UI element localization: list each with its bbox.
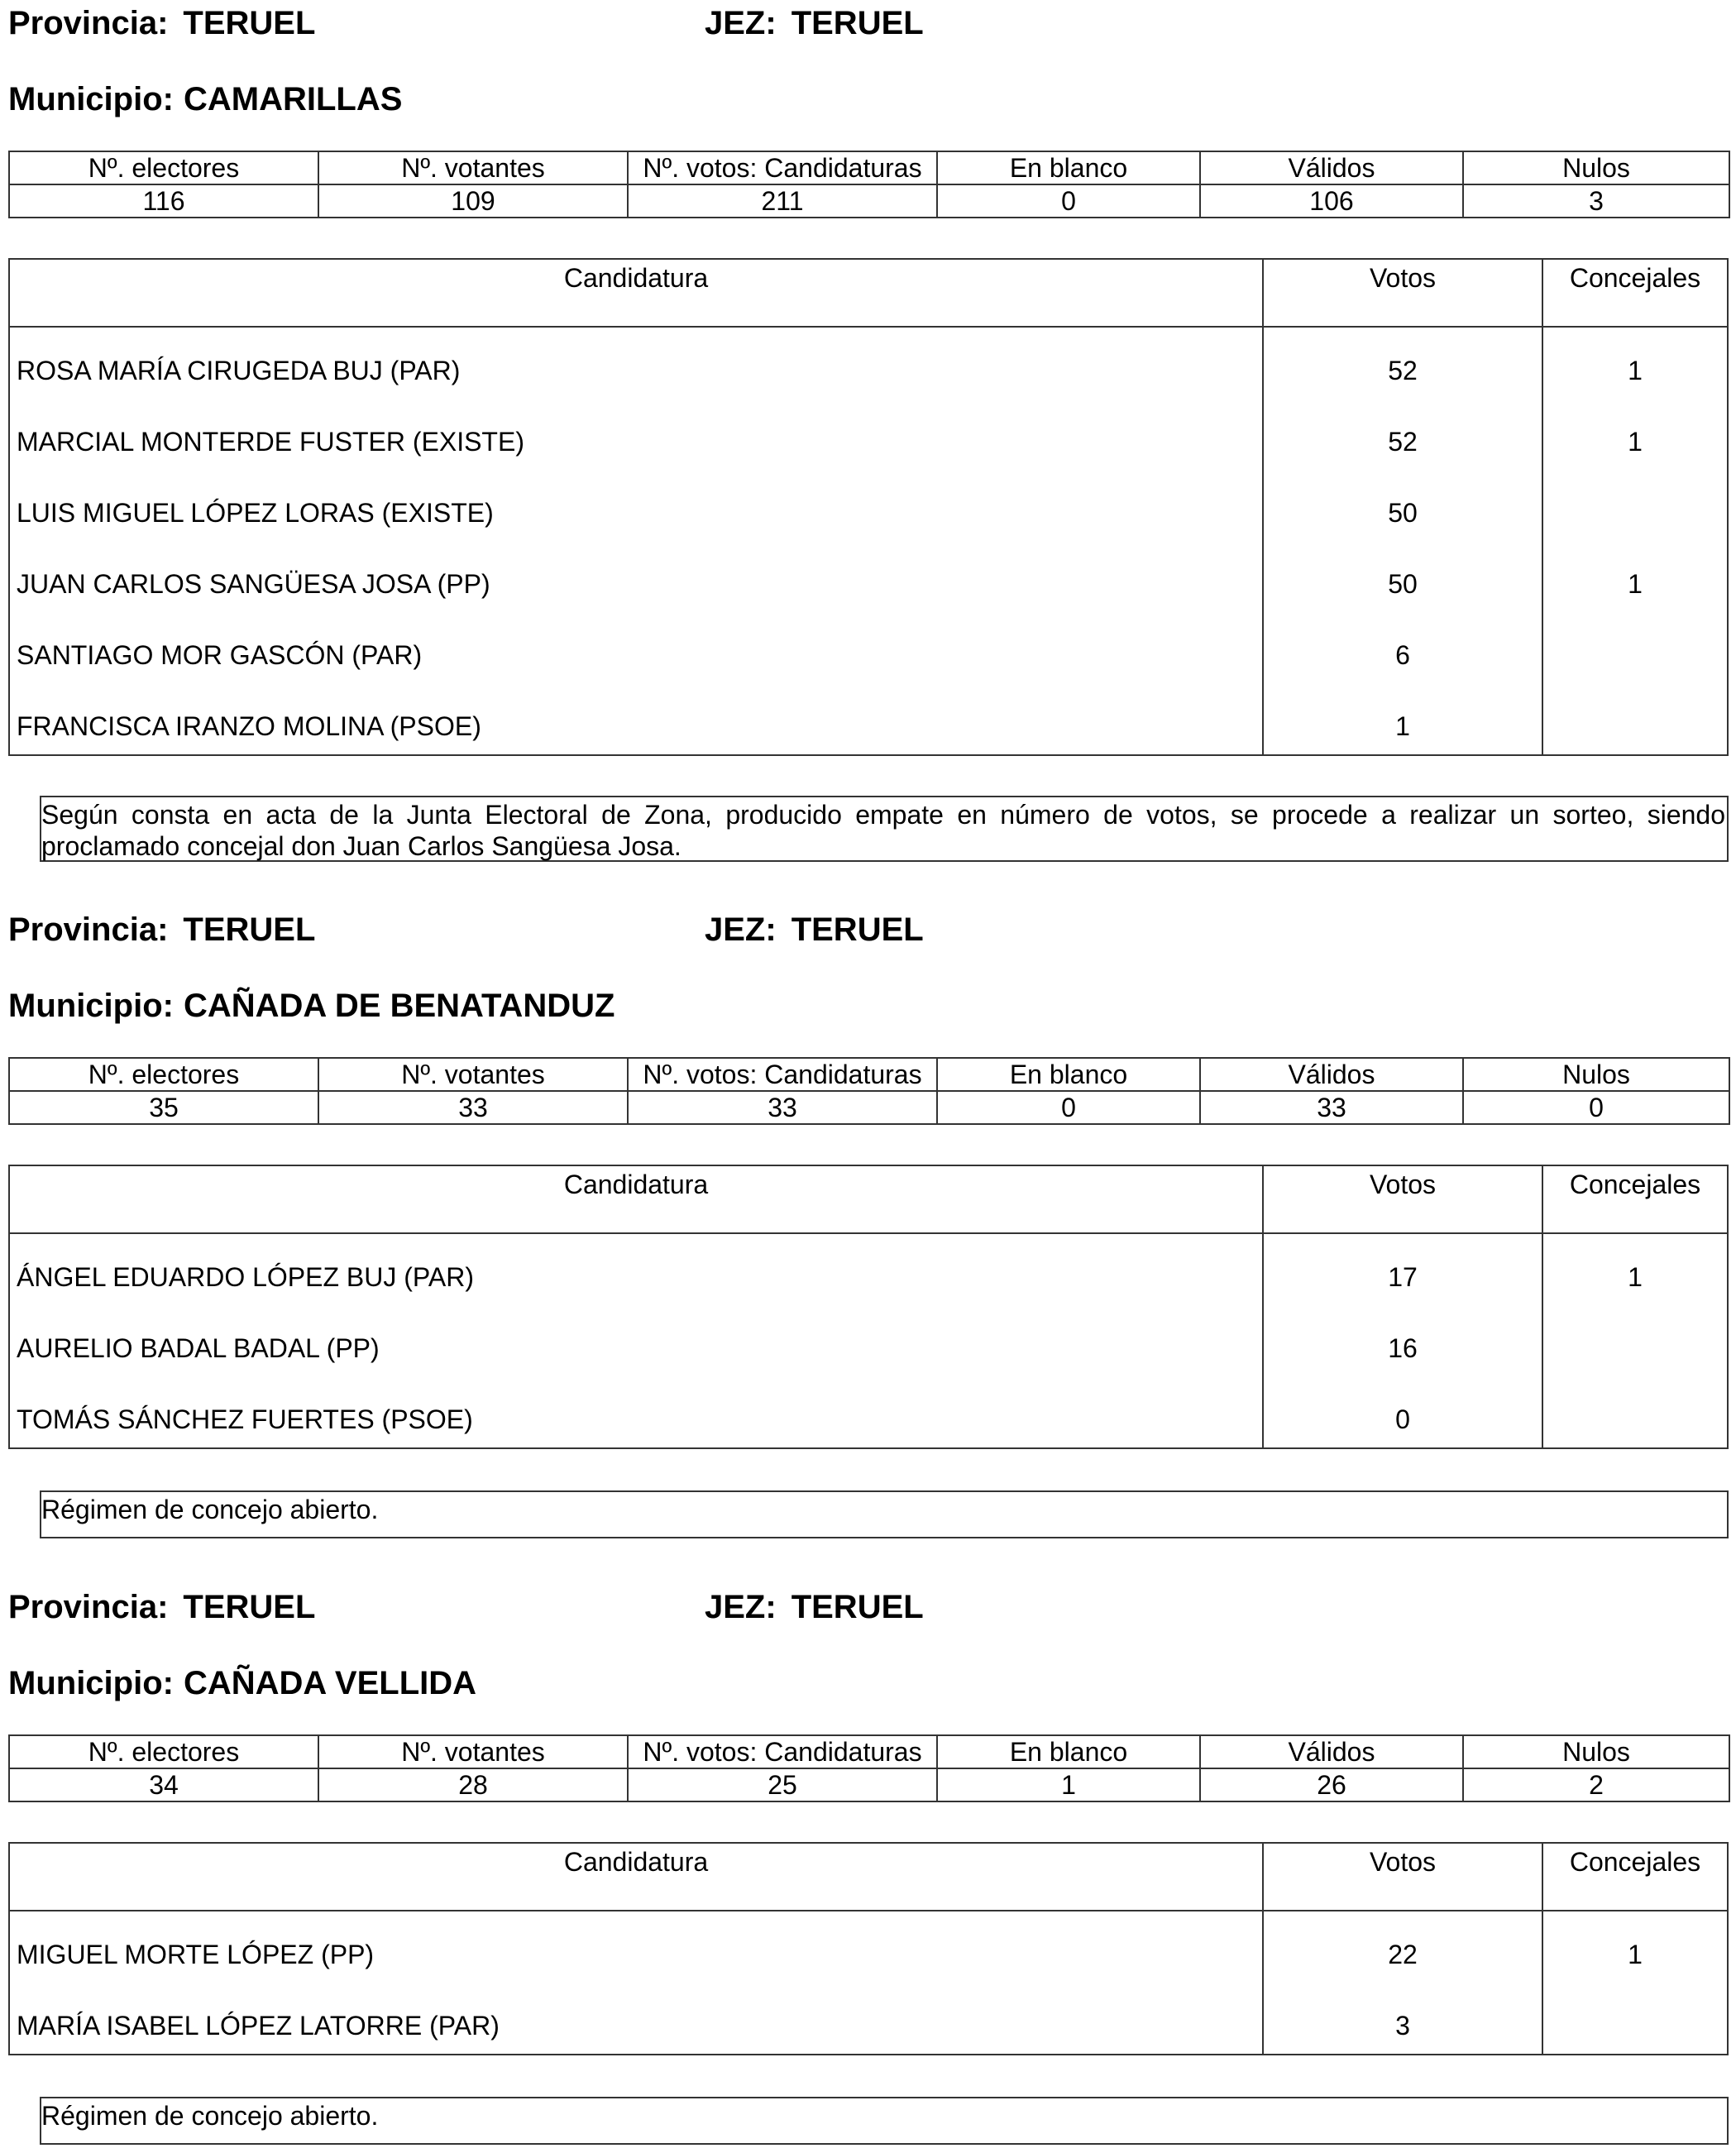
municipio-value: CAÑADA VELLIDA [183,1665,477,1701]
summary-value-cell: 0 [1463,1091,1729,1124]
candidate-row [10,328,1727,399]
provincia-value: TERUEL [183,911,316,948]
summary-table [8,1057,1730,1125]
candidates-table [8,258,1729,756]
candidate-votes: 22 [1262,1911,1542,1983]
candidate-votes: 1 [1262,683,1542,754]
candidate-name: MARÍA ISABEL LÓPEZ LATORRE (PAR) [17,2011,500,2041]
candidate-concejales [1542,1376,1727,1447]
summary-value-cell: 33 [628,1091,937,1124]
candidate-row [10,1911,1727,1983]
candidate-concejales [1542,470,1727,541]
summary-header-row [9,1735,1729,1768]
candidate-votes: 3 [1262,1983,1542,2054]
candidate-votes: 6 [1262,612,1542,683]
jez-value: TERUEL [791,911,924,948]
summary-header-cell: Nulos [1463,151,1729,184]
candidate-row [10,1983,1727,2054]
concejales-header: Concejales [1542,260,1727,326]
candidate-name: AURELIO BADAL BADAL (PP) [17,1333,380,1363]
candidate-votes: 50 [1262,541,1542,612]
summary-value-cell: 26 [1200,1768,1463,1801]
candidate-row [10,1234,1727,1305]
jez-value: TERUEL [791,1589,924,1625]
candidate-name: ROSA MARÍA CIRUGEDA BUJ (PAR) [17,356,461,385]
candidate-concejales: 1 [1542,399,1727,470]
candidate-concejales: 1 [1542,328,1727,399]
summary-header-cell: Válidos [1200,151,1463,184]
summary-value-cell: 25 [628,1768,937,1801]
summary-header-cell: Nº. votantes [318,1058,628,1091]
summary-header-cell: En blanco [937,1058,1200,1091]
summary-header-cell: Nº. electores [9,151,318,184]
summary-value-cell: 33 [1200,1091,1463,1124]
provincia-label: Provincia: [8,5,169,41]
summary-value-cell: 34 [9,1768,318,1801]
summary-header-cell: Válidos [1200,1735,1463,1768]
candidatura-header: Candidatura [563,263,709,293]
candidate-name: ÁNGEL EDUARDO LÓPEZ BUJ (PAR) [17,1262,474,1292]
candidate-row [10,612,1727,683]
summary-header-cell: Nº. votantes [318,1735,628,1768]
summary-header-cell: Nº. electores [9,1058,318,1091]
municipio-heading [8,79,402,119]
provincia-label: Provincia: [8,1589,169,1625]
candidate-row [10,470,1727,541]
provincia-value: TERUEL [183,5,316,41]
candidate-votes: 50 [1262,470,1542,541]
candidate-row [10,541,1727,612]
jez-label: JEZ: [705,5,777,41]
jez-heading [705,1587,924,1627]
jez-heading [705,910,924,950]
candidate-name: FRANCISCA IRANZO MOLINA (PSOE) [17,711,481,741]
summary-header-row [9,1058,1729,1091]
summary-value-cell: 33 [318,1091,628,1124]
summary-value-cell: 3 [1463,184,1729,218]
summary-header-cell: Nº. votantes [318,151,628,184]
candidates-table [8,1842,1729,2055]
votos-header: Votos [1262,260,1542,326]
candidate-name: TOMÁS SÁNCHEZ FUERTES (PSOE) [17,1404,473,1434]
summary-value-cell: 0 [937,184,1200,218]
candidate-votes: 52 [1262,328,1542,399]
summary-table [8,151,1730,218]
summary-header-cell: Nº. votos: Candidaturas [628,151,937,184]
concejales-header: Concejales [1542,1844,1727,1910]
candidate-concejales [1542,1983,1727,2054]
candidates-header-row [10,1166,1727,1234]
provincia-heading [8,1587,315,1627]
summary-value-cell: 109 [318,184,628,218]
candidate-votes: 16 [1262,1305,1542,1376]
concejales-header: Concejales [1542,1166,1727,1232]
note-box: Según consta en acta de la Junta Electoral de Zona, producido empate en número de votos, se procede a realizar un sorteo, siendo proclamado concejal don Juan Carlos Sangüesa Josa. [40,796,1729,862]
candidate-concejales: 1 [1542,541,1727,612]
summary-value-row [9,1768,1729,1801]
candidate-row [10,399,1727,470]
municipio-label: Municipio: [8,1665,174,1701]
candidate-concejales [1542,683,1727,754]
jez-heading [705,3,924,43]
candidate-votes: 0 [1262,1376,1542,1447]
candidate-name: JUAN CARLOS SANGÜESA JOSA (PP) [17,569,490,599]
candidate-row [10,1305,1727,1376]
summary-value-cell: 28 [318,1768,628,1801]
candidates-table [8,1165,1729,1449]
summary-value-cell: 1 [937,1768,1200,1801]
summary-header-cell: Nº. votos: Candidaturas [628,1735,937,1768]
summary-header-row [9,151,1729,184]
summary-value-row [9,184,1729,218]
provincia-value: TERUEL [183,1589,316,1625]
candidate-name: MIGUEL MORTE LÓPEZ (PP) [17,1940,375,1969]
summary-value-cell: 211 [628,184,937,218]
summary-value-cell: 116 [9,184,318,218]
candidate-name: MARCIAL MONTERDE FUSTER (EXISTE) [17,427,524,457]
summary-header-cell: En blanco [937,151,1200,184]
summary-header-cell: Nº. votos: Candidaturas [628,1058,937,1091]
note-box: Régimen de concejo abierto. [40,1490,1729,1538]
summary-value-cell: 35 [9,1091,318,1124]
candidatura-header: Candidatura [563,1847,709,1877]
votos-header: Votos [1262,1844,1542,1910]
jez-label: JEZ: [705,911,777,948]
municipio-heading [8,986,615,1026]
summary-header-cell: Nulos [1463,1058,1729,1091]
summary-header-cell: Nº. electores [9,1735,318,1768]
candidate-votes: 17 [1262,1234,1542,1305]
provincia-heading [8,3,315,43]
votos-header: Votos [1262,1166,1542,1232]
provincia-label: Provincia: [8,911,169,948]
summary-header-cell: En blanco [937,1735,1200,1768]
municipio-value: CAÑADA DE BENATANDUZ [183,988,615,1024]
candidate-row [10,683,1727,754]
provincia-heading [8,910,315,950]
candidate-name: SANTIAGO MOR GASCÓN (PAR) [17,640,423,670]
municipio-label: Municipio: [8,81,174,117]
candidate-row [10,1376,1727,1447]
summary-value-row [9,1091,1729,1124]
municipio-value: CAMARILLAS [183,81,403,117]
summary-value-cell: 0 [937,1091,1200,1124]
summary-header-cell: Nulos [1463,1735,1729,1768]
candidate-concejales [1542,612,1727,683]
candidatura-header: Candidatura [563,1170,709,1199]
candidate-concejales: 1 [1542,1234,1727,1305]
summary-value-cell: 106 [1200,184,1463,218]
candidates-header-row [10,260,1727,328]
candidate-concejales [1542,1305,1727,1376]
jez-label: JEZ: [705,1589,777,1625]
summary-header-cell: Válidos [1200,1058,1463,1091]
municipio-heading [8,1663,476,1703]
municipio-label: Municipio: [8,988,174,1024]
candidates-header-row [10,1844,1727,1911]
candidate-votes: 52 [1262,399,1542,470]
candidate-name: LUIS MIGUEL LÓPEZ LORAS (EXISTE) [17,498,494,528]
summary-value-cell: 2 [1463,1768,1729,1801]
summary-table [8,1734,1730,1802]
jez-value: TERUEL [791,5,924,41]
note-box: Régimen de concejo abierto. [40,2097,1729,2145]
candidate-concejales: 1 [1542,1911,1727,1983]
